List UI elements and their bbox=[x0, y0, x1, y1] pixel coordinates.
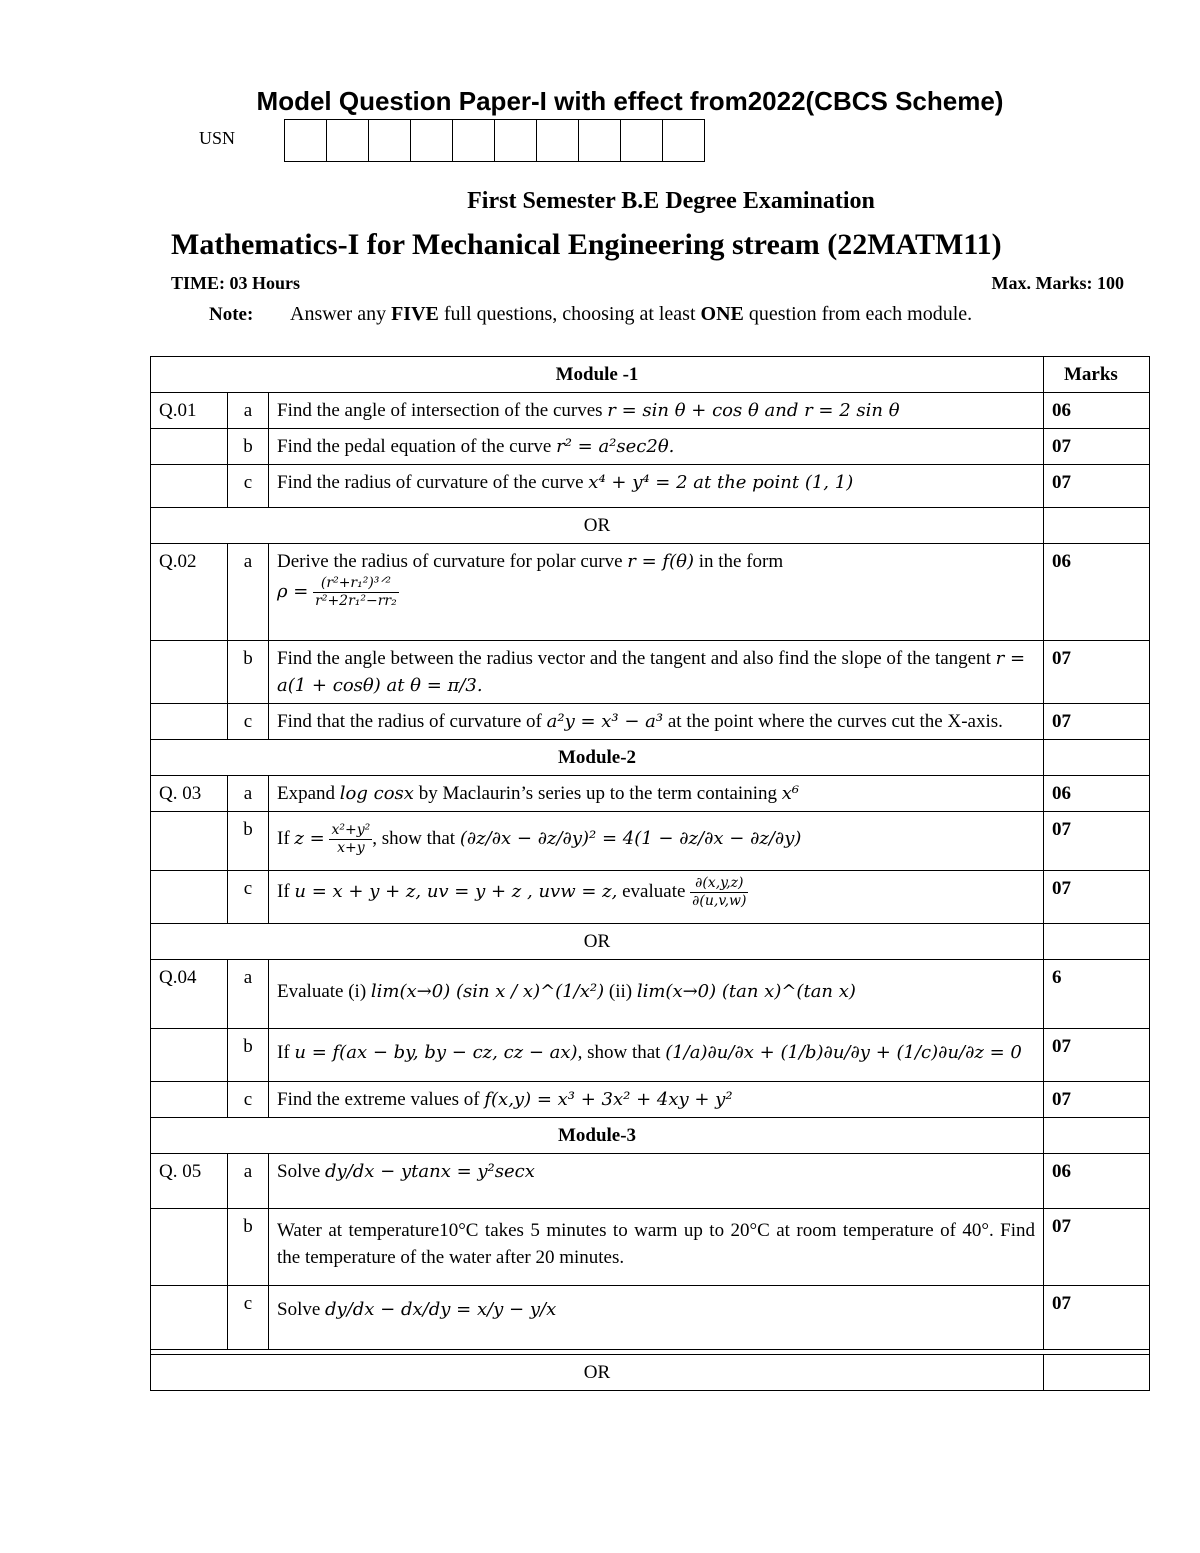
question-text-part: Find the angle of intersection of the curves bbox=[277, 400, 608, 421]
marks-value: 07 bbox=[1044, 429, 1150, 465]
marks-value: 06 bbox=[1044, 776, 1150, 812]
math-expression: u = x + y + z, uv = y + z , uvw = z, bbox=[294, 880, 618, 902]
note-text bbox=[290, 303, 972, 326]
question-text-part: Find that the radius of curvature of bbox=[277, 711, 547, 732]
table-row bbox=[151, 1209, 1150, 1286]
marks-value: 07 bbox=[1044, 812, 1150, 871]
part-label: b bbox=[228, 641, 269, 704]
usn-box[interactable] bbox=[369, 119, 411, 162]
question-text-part: Derive the radius of curvature for polar curve bbox=[277, 551, 628, 572]
or-label: OR bbox=[151, 1355, 1044, 1391]
question-number-empty bbox=[151, 1286, 228, 1350]
or-row bbox=[151, 508, 1150, 544]
table-row bbox=[151, 1082, 1150, 1118]
question-text bbox=[269, 960, 1044, 1029]
note-pre: Answer any bbox=[290, 303, 392, 325]
fraction-denominator: ∂(u,v,w) bbox=[692, 893, 747, 909]
question-text bbox=[269, 429, 1044, 465]
part-label: a bbox=[228, 960, 269, 1029]
question-text-part: , show that bbox=[577, 1042, 666, 1063]
math-expression: r = a(1 + cosθ) at θ = π/3. bbox=[277, 648, 1026, 696]
question-text-part: in the form bbox=[693, 551, 784, 572]
part-label: c bbox=[228, 704, 269, 740]
question-number-empty bbox=[151, 641, 228, 704]
math-expression: lim(x→0) (sin x / x)^(1/x²) bbox=[370, 981, 605, 1002]
marks-empty bbox=[1044, 508, 1150, 544]
question-table bbox=[150, 356, 1150, 1391]
or-label: OR bbox=[151, 508, 1044, 544]
question-number-empty bbox=[151, 812, 228, 871]
question-text bbox=[269, 544, 1044, 641]
note-one: ONE bbox=[700, 303, 744, 325]
table-row bbox=[151, 641, 1150, 704]
marks-value: 07 bbox=[1044, 1029, 1150, 1082]
marks-heading: Marks bbox=[1044, 357, 1150, 393]
marks-empty bbox=[1044, 1355, 1150, 1391]
module-heading: Module -1 bbox=[151, 357, 1044, 393]
usn-box[interactable] bbox=[327, 119, 369, 162]
question-number: Q.02 bbox=[151, 544, 228, 641]
math-expression: dy/dx − dx/dy = x/y − y/x bbox=[325, 1299, 557, 1320]
usn-box[interactable] bbox=[537, 119, 579, 162]
question-number-empty bbox=[151, 1082, 228, 1118]
subject-title: Mathematics-I for Mechanical Engineering stream (22MATM11) bbox=[171, 228, 1002, 261]
table-row bbox=[151, 1286, 1150, 1350]
part-label: c bbox=[228, 465, 269, 508]
question-text bbox=[269, 871, 1044, 924]
marks-empty bbox=[1044, 924, 1150, 960]
max-marks: Max. Marks: 100 bbox=[991, 273, 1124, 293]
math-expression: u = f(ax − by, by − cz, cz − ax) bbox=[294, 1042, 578, 1063]
math-expression: (1/a)∂u/∂x + (1/b)∂u/∂y + (1/c)∂u/∂z = 0 bbox=[665, 1042, 1022, 1063]
question-text-part: If bbox=[277, 1042, 295, 1063]
question-text bbox=[269, 776, 1044, 812]
question-text bbox=[269, 1082, 1044, 1118]
module-heading: Module-2 bbox=[151, 740, 1044, 776]
question-text bbox=[269, 704, 1044, 740]
table-row bbox=[151, 1029, 1150, 1082]
part-label: a bbox=[228, 393, 269, 429]
note-label: Note: bbox=[209, 304, 254, 325]
question-text-part: Solve bbox=[277, 1161, 326, 1182]
part-label: a bbox=[228, 544, 269, 641]
table-row bbox=[151, 465, 1150, 508]
part-label: b bbox=[228, 429, 269, 465]
fraction bbox=[690, 875, 748, 910]
note-post: question from each module. bbox=[743, 303, 973, 325]
marks-value: 06 bbox=[1044, 1154, 1150, 1209]
usn-box[interactable] bbox=[411, 119, 453, 162]
question-text-part: Expand bbox=[277, 783, 340, 804]
math-expression: a²y = x³ − a³ bbox=[546, 711, 664, 732]
question-text-part: Solve bbox=[277, 1299, 326, 1320]
usn-box[interactable] bbox=[495, 119, 537, 162]
note-five: FIVE bbox=[391, 303, 439, 325]
math-expression: dy/dx − ytanx = y²secx bbox=[325, 1161, 535, 1182]
question-number-empty bbox=[151, 704, 228, 740]
math-expression: f(x,y) = x³ + 3x² + 4xy + y² bbox=[484, 1089, 733, 1110]
question-text-part: Find the angle between the radius vector and the tangent and also find the slope of the tangent bbox=[277, 648, 996, 669]
marks-value: 07 bbox=[1044, 1082, 1150, 1118]
part-label: b bbox=[228, 812, 269, 871]
question-text-part: at the point where the curves cut the X-axis. bbox=[663, 711, 1003, 732]
question-text-part: evaluate bbox=[617, 880, 691, 902]
usn-box[interactable] bbox=[663, 119, 705, 162]
question-number: Q. 05 bbox=[151, 1154, 228, 1209]
math-expression: z = bbox=[294, 827, 325, 849]
question-text bbox=[269, 641, 1044, 704]
question-text bbox=[269, 1029, 1044, 1082]
table-row bbox=[151, 960, 1150, 1029]
part-label: b bbox=[228, 1029, 269, 1082]
table-row bbox=[151, 776, 1150, 812]
marks-empty bbox=[1044, 1118, 1150, 1154]
fraction-numerator: (r²+r₁²)³ᐟ² bbox=[313, 575, 399, 593]
math-expression: (∂z/∂x − ∂z/∂y)² = 4(1 − ∂z/∂x − ∂z/∂y) bbox=[459, 827, 802, 849]
time-info: TIME: 03 Hours bbox=[171, 273, 301, 293]
fraction-denominator: r²+2r₁²−rr₂ bbox=[315, 593, 397, 609]
part-label: c bbox=[228, 871, 269, 924]
question-text-part: If bbox=[277, 827, 295, 849]
or-row bbox=[151, 924, 1150, 960]
question-text-part: by Maclaurin’s series up to the term containing bbox=[413, 783, 782, 804]
question-text-part: (ii) bbox=[604, 981, 637, 1002]
question-text bbox=[269, 812, 1044, 871]
marks-value: 07 bbox=[1044, 1286, 1150, 1350]
table-row bbox=[151, 871, 1150, 924]
math-expression: ρ = bbox=[277, 580, 309, 602]
part-label: c bbox=[228, 1286, 269, 1350]
table-row bbox=[151, 812, 1150, 871]
module-heading: Module-3 bbox=[151, 1118, 1044, 1154]
question-text bbox=[269, 1154, 1044, 1209]
table-row bbox=[151, 704, 1150, 740]
fraction-denominator: x+y bbox=[337, 840, 365, 856]
question-text-part: , show that bbox=[372, 827, 460, 849]
fraction-numerator: x²+y² bbox=[331, 822, 371, 838]
question-text-part: If bbox=[277, 880, 295, 902]
marks-empty bbox=[1044, 740, 1150, 776]
marks-value: 07 bbox=[1044, 641, 1150, 704]
paper-title: Model Question Paper-I with effect from2022(CBCS Scheme) bbox=[256, 86, 1004, 116]
part-label: a bbox=[228, 776, 269, 812]
question-number-empty bbox=[151, 465, 228, 508]
question-number: Q.04 bbox=[151, 960, 228, 1029]
marks-value: 6 bbox=[1044, 960, 1150, 1029]
question-text: Water at temperature10°C takes 5 minutes to warm up to 20°C at room temperature of 40°. Find the temperature of the water after 20 minutes. bbox=[269, 1209, 1044, 1286]
question-text bbox=[269, 465, 1044, 508]
exam-title: First Semester B.E Degree Examination bbox=[467, 188, 875, 214]
marks-value: 07 bbox=[1044, 871, 1150, 924]
question-text bbox=[269, 393, 1044, 429]
math-expression: log cosx bbox=[339, 783, 414, 804]
usn-label: USN bbox=[199, 128, 236, 148]
module-row bbox=[151, 1118, 1150, 1154]
usn-box[interactable] bbox=[579, 119, 621, 162]
fraction-numerator: ∂(x,y,z) bbox=[690, 875, 748, 893]
or-label: OR bbox=[151, 924, 1044, 960]
module-row bbox=[151, 740, 1150, 776]
question-number: Q.01 bbox=[151, 393, 228, 429]
question-number: Q. 03 bbox=[151, 776, 228, 812]
marks-value: 06 bbox=[1044, 393, 1150, 429]
math-expression: r² = a²sec2θ. bbox=[556, 436, 675, 457]
math-expression: x⁶ bbox=[781, 783, 800, 804]
usn-boxes bbox=[284, 119, 705, 162]
note-mid: full questions, choosing at least bbox=[438, 303, 701, 325]
marks-value: 07 bbox=[1044, 465, 1150, 508]
question-text-part: Evaluate (i) bbox=[277, 981, 371, 1002]
part-label: b bbox=[228, 1209, 269, 1286]
usn-box[interactable] bbox=[621, 119, 663, 162]
table-row bbox=[151, 393, 1150, 429]
question-number-empty bbox=[151, 429, 228, 465]
fraction bbox=[313, 575, 399, 610]
usn-box[interactable] bbox=[285, 119, 327, 162]
question-number-empty bbox=[151, 1029, 228, 1082]
part-label: a bbox=[228, 1154, 269, 1209]
fraction bbox=[329, 822, 372, 857]
math-expression: r = f(θ) bbox=[627, 551, 694, 572]
table-row bbox=[151, 1154, 1150, 1209]
math-expression: lim(x→0) (tan x)^(tan x) bbox=[636, 981, 856, 1002]
table-row bbox=[151, 429, 1150, 465]
module-row bbox=[151, 357, 1150, 393]
question-text-part: Find the pedal equation of the curve bbox=[277, 436, 557, 457]
question-text bbox=[269, 1286, 1044, 1350]
question-text-part: Find the radius of curvature of the curve bbox=[277, 472, 589, 493]
marks-value: 06 bbox=[1044, 544, 1150, 641]
math-expression: x⁴ + y⁴ = 2 at the point (1, 1) bbox=[588, 472, 854, 493]
marks-value: 07 bbox=[1044, 704, 1150, 740]
usn-box[interactable] bbox=[453, 119, 495, 162]
question-number-empty bbox=[151, 1209, 228, 1286]
question-text-part: Find the extreme values of bbox=[277, 1089, 485, 1110]
question-number-empty bbox=[151, 871, 228, 924]
marks-value: 07 bbox=[1044, 1209, 1150, 1286]
part-label: c bbox=[228, 1082, 269, 1118]
or-row bbox=[151, 1355, 1150, 1391]
table-row bbox=[151, 544, 1150, 641]
math-expression: r = sin θ + cos θ and r = 2 sin θ bbox=[607, 400, 900, 421]
